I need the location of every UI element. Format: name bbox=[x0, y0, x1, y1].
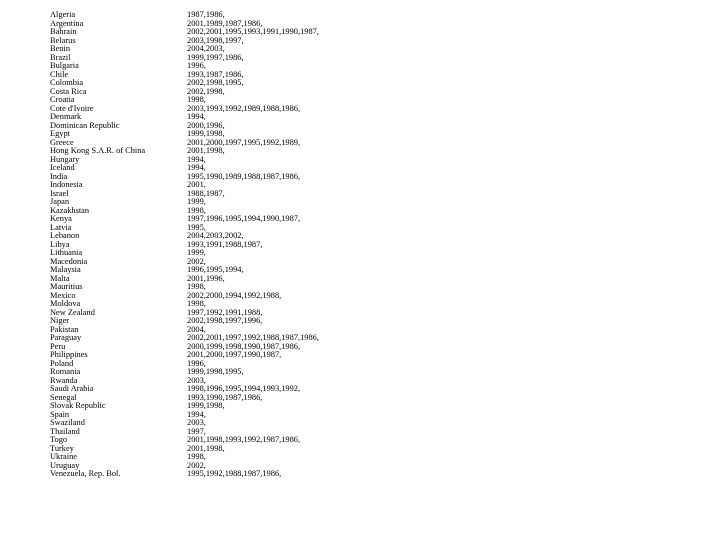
table-row bbox=[50, 79, 410, 88]
years-list: 2001,1989,1987,1986, bbox=[187, 19, 263, 28]
country-name: Colombia bbox=[50, 79, 84, 87]
years-list: 2002, bbox=[187, 461, 206, 470]
country-name: Uruguay bbox=[50, 461, 80, 470]
years-list: 1995,1990,1989,1988,1987,1986, bbox=[187, 172, 301, 181]
country-name: Libya bbox=[50, 240, 70, 249]
table-row bbox=[50, 394, 410, 403]
years-list: 2001, bbox=[187, 181, 206, 189]
table-row bbox=[50, 351, 410, 360]
years-list: 1993,1991,1988,1987, bbox=[187, 240, 263, 249]
table-row bbox=[50, 139, 410, 148]
country-name: Mexico bbox=[50, 291, 76, 300]
country-name: Lebanon bbox=[50, 232, 80, 240]
years-list: 2001,2000,1997,1995,1992,1989, bbox=[187, 138, 301, 147]
country-name: Niger bbox=[50, 317, 70, 325]
country-name: Slovak Republic bbox=[50, 402, 106, 410]
years-list: 2000,1999,1998,1990,1987,1986, bbox=[187, 342, 301, 351]
country-name: Denmark bbox=[50, 113, 82, 121]
country-name: Malta bbox=[50, 274, 70, 283]
years-list: 1994, bbox=[187, 164, 206, 172]
years-list: 1997, bbox=[187, 427, 206, 436]
years-list: 1996, bbox=[187, 62, 206, 70]
years-list: 2004,2003, bbox=[187, 45, 225, 53]
table-row bbox=[50, 88, 410, 97]
table-row bbox=[50, 470, 410, 479]
years-list: 2002,2001,1995,1993,1991,1990,1987, bbox=[187, 28, 319, 36]
table-row bbox=[50, 249, 410, 258]
country-name: Belarus bbox=[50, 36, 76, 45]
table-row bbox=[50, 198, 410, 207]
country-name: Chile bbox=[50, 70, 69, 79]
years-list: 2004,2003,2002, bbox=[187, 232, 244, 240]
years-list: 2002,2000,1994,1992,1988, bbox=[187, 291, 282, 300]
table-row bbox=[50, 156, 410, 165]
table-row bbox=[50, 283, 410, 292]
table-row bbox=[50, 419, 410, 428]
table-row bbox=[50, 215, 410, 224]
table-row bbox=[50, 164, 410, 173]
table-row bbox=[50, 377, 410, 386]
years-list: 1995, bbox=[187, 223, 206, 232]
country-name: Argentina bbox=[50, 19, 84, 28]
table-row bbox=[50, 181, 410, 190]
country-name: Togo bbox=[50, 436, 68, 444]
years-list: 1996, bbox=[187, 359, 206, 368]
table-row bbox=[50, 45, 410, 54]
country-name: Kenya bbox=[50, 215, 72, 223]
table-row bbox=[50, 453, 410, 462]
country-name: Mauritius bbox=[50, 283, 83, 291]
country-name: Ukraine bbox=[50, 453, 77, 461]
years-list: 2003, bbox=[187, 419, 206, 427]
country-name: Croatia bbox=[50, 96, 75, 104]
table-row bbox=[50, 147, 410, 156]
years-list: 2003,1998,1997, bbox=[187, 36, 244, 45]
table-row bbox=[50, 317, 410, 326]
country-name: Lithuania bbox=[50, 249, 83, 257]
years-list: 2002, bbox=[187, 257, 206, 266]
table-row bbox=[50, 368, 410, 377]
years-list: 2001,1996, bbox=[187, 274, 225, 283]
table-row bbox=[50, 113, 410, 122]
table-row bbox=[50, 445, 410, 454]
country-name: Indonesia bbox=[50, 181, 83, 189]
country-name: Turkey bbox=[50, 444, 74, 453]
table-row bbox=[50, 224, 410, 233]
years-list: 1994, bbox=[187, 113, 206, 121]
years-list: 1994, bbox=[187, 155, 206, 164]
years-list: 1999,1998,1995, bbox=[187, 368, 244, 376]
country-name: Latvia bbox=[50, 223, 72, 232]
country-name: Bulgaria bbox=[50, 62, 79, 70]
years-list: 1999, bbox=[187, 198, 206, 206]
years-list: 1997,1992,1991,1988, bbox=[187, 308, 263, 317]
table-row bbox=[50, 275, 410, 284]
years-list: 2002,1998,1995, bbox=[187, 79, 244, 87]
years-list: 2002,1998, bbox=[187, 87, 225, 96]
country-name: Benin bbox=[50, 45, 71, 53]
country-name: Peru bbox=[50, 342, 66, 351]
years-list: 1988,1987, bbox=[187, 189, 225, 198]
country-name: Brazil bbox=[50, 53, 71, 62]
country-name: Algeria bbox=[50, 11, 76, 19]
table-row bbox=[50, 62, 410, 71]
country-name: Cote d'Ivoire bbox=[50, 104, 94, 113]
years-list: 2001,2000,1997,1990,1987, bbox=[187, 351, 282, 359]
country-name: Spain bbox=[50, 410, 70, 419]
table-row bbox=[50, 266, 410, 275]
table-row bbox=[50, 241, 410, 250]
years-list: 1998, bbox=[187, 206, 206, 215]
table-row bbox=[50, 411, 410, 420]
country-name: Swaziland bbox=[50, 419, 85, 427]
table-row bbox=[50, 173, 410, 182]
country-name: Rwanda bbox=[50, 376, 78, 385]
table-row bbox=[50, 436, 410, 445]
country-name: Pakistan bbox=[50, 325, 79, 334]
years-list: 2001,1998, bbox=[187, 444, 225, 453]
years-list: 1998,1996,1995,1994,1993,1992, bbox=[187, 385, 301, 393]
country-name: Bahrain bbox=[50, 28, 77, 36]
years-list: 1997,1996,1995,1994,1990,1987, bbox=[187, 215, 301, 223]
country-name: Venezuela, Rep. Bol. bbox=[50, 470, 121, 478]
years-list: 1999,1997,1986, bbox=[187, 53, 244, 62]
country-name: Senegal bbox=[50, 393, 77, 402]
country-name: Macedonia bbox=[50, 257, 88, 266]
table-row bbox=[50, 292, 410, 301]
country-name: Philippines bbox=[50, 351, 88, 359]
table-row bbox=[50, 54, 410, 63]
table-row bbox=[50, 428, 410, 437]
country-years-table bbox=[50, 11, 410, 479]
country-name: Dominican Republic bbox=[50, 121, 120, 130]
table-row bbox=[50, 37, 410, 46]
years-list: 1993,1990,1987,1986, bbox=[187, 393, 263, 402]
country-name: Hungary bbox=[50, 155, 80, 164]
country-name: Kazakhstan bbox=[50, 206, 90, 215]
country-name: Malaysia bbox=[50, 266, 81, 274]
country-name: Iceland bbox=[50, 164, 75, 172]
years-list: 1998, bbox=[187, 96, 206, 104]
years-list: 2002,1998,1997,1996, bbox=[187, 317, 263, 325]
table-row bbox=[50, 300, 410, 309]
country-name: Paraguay bbox=[50, 334, 82, 342]
years-list: 1996,1995,1994, bbox=[187, 266, 244, 274]
years-list: 1998, bbox=[187, 283, 206, 291]
table-row bbox=[50, 122, 410, 131]
country-name: Hong Kong S.A.R. of China bbox=[50, 147, 146, 155]
table-row bbox=[50, 326, 410, 335]
years-list: 1994, bbox=[187, 410, 206, 419]
table-row bbox=[50, 28, 410, 37]
table-row bbox=[50, 96, 410, 105]
country-name: Japan bbox=[50, 198, 70, 206]
country-name: Moldova bbox=[50, 300, 81, 308]
years-list: 1995,1992,1988,1987,1986, bbox=[187, 470, 282, 478]
table-row bbox=[50, 232, 410, 241]
years-list: 2002,2001,1997,1992,1988,1987,1986, bbox=[187, 334, 319, 342]
table-row bbox=[50, 334, 410, 343]
years-list: 1999,1998, bbox=[187, 130, 225, 138]
years-list: 2001,1998,1993,1992,1987,1986, bbox=[187, 436, 301, 444]
table-row bbox=[50, 462, 410, 471]
years-list: 1998, bbox=[187, 300, 206, 308]
country-name: Egypt bbox=[50, 130, 71, 138]
table-row bbox=[50, 71, 410, 80]
country-name: Poland bbox=[50, 359, 74, 368]
years-list: 1999, bbox=[187, 249, 206, 257]
table-row bbox=[50, 385, 410, 394]
table-row bbox=[50, 20, 410, 29]
years-list: 2003,1993,1992,1989,1988,1986, bbox=[187, 104, 301, 113]
country-name: Greece bbox=[50, 138, 74, 147]
country-name: Thailand bbox=[50, 427, 80, 436]
table-row bbox=[50, 11, 410, 20]
table-row bbox=[50, 207, 410, 216]
years-list: 1993,1987,1986, bbox=[187, 70, 244, 79]
table-row bbox=[50, 309, 410, 318]
table-row bbox=[50, 402, 410, 411]
years-list: 2004, bbox=[187, 325, 206, 334]
years-list: 1999,1998, bbox=[187, 402, 225, 410]
table-row bbox=[50, 360, 410, 369]
country-name: Romania bbox=[50, 368, 81, 376]
years-list: 2001,1998, bbox=[187, 147, 225, 155]
country-name: Costa Rica bbox=[50, 87, 87, 96]
table-row bbox=[50, 343, 410, 352]
table-row bbox=[50, 130, 410, 139]
table-row bbox=[50, 258, 410, 267]
years-list: 2000,1996, bbox=[187, 121, 225, 130]
years-list: 1998, bbox=[187, 453, 206, 461]
table-row bbox=[50, 190, 410, 199]
table-row bbox=[50, 105, 410, 114]
country-name: New Zealand bbox=[50, 308, 95, 317]
years-list: 2003, bbox=[187, 376, 206, 385]
country-name: Saudi Arabia bbox=[50, 385, 94, 393]
country-name: Israel bbox=[50, 189, 69, 198]
country-name: India bbox=[50, 172, 68, 181]
years-list: 1987,1986, bbox=[187, 11, 225, 19]
